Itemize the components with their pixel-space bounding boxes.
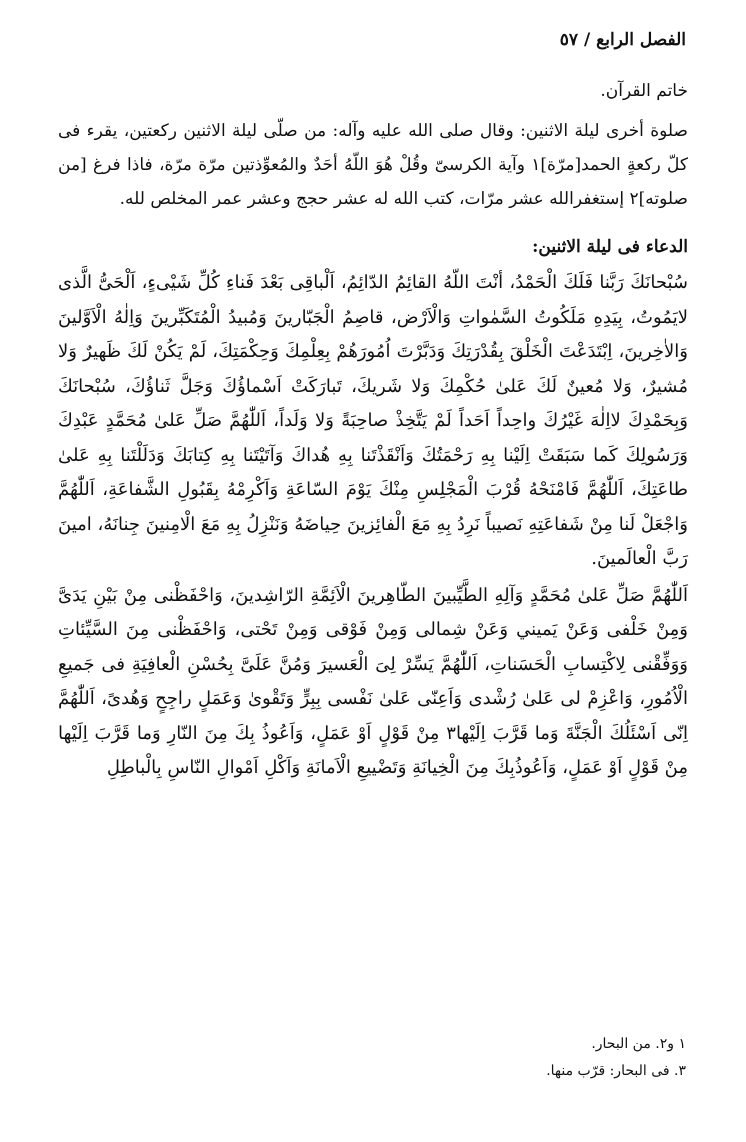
dua-heading: الدعاء فى ليلة الاثنين: xyxy=(532,237,688,257)
paragraph-quran-ending: خاتم القرآن. xyxy=(600,81,688,101)
footnote-1-2: ١ و٢. من البحار. xyxy=(591,1036,686,1052)
running-header xyxy=(560,30,686,50)
page-number: ٥٧ xyxy=(559,30,578,50)
header-separator: / xyxy=(583,30,591,50)
footnotes xyxy=(66,1031,686,1085)
dua-paragraph-1: سُبْحانَكَ رَبَّنا فَلَكَ الْحَمْدُ، أنْتَ اللّهُ القائِمُ الدّائِمُ، اَلْباقِى بَعْدَ فَناءِ كُلِّ شَيْىءٍ، اَلْحَىُّ الَّذى لايَمُوتُ، بِيَدِهِ مَلَكُوتُ السَّمٰواتِ وَالْاَرْض، قاصِمُ الْجَبّارينَ وَمُبيدُ الْمُتَكَبِّرينَ وَاِلٰهُ الْاَوَّلينَ وَالاٰخِرينَ، اِبْتَدَعْتَ الْخَلْقَ بِقُدْرَتِكَ وَدَبَّرْتَ اُمُورَهُمْ بِعِلْمِكَ وَحِكْمَتِكَ، لَمْ يَكُنْ لَكَ ظَهيرٌ وَلا مُشيرٌ، وَلا مُعينٌ لَكَ عَلىٰ حُكْمِكَ وَلا شَريكَ، تَبارَكَتْ اَسْماؤُكَ وَجَلَّ ثَناؤُكَ، سُبْحانَكَ وَبِحَمْدِكَ لااِلٰهَ غَيْرُكَ واحِداً اَحَداً لَمْ يَتَّخِذْ صاحِبَةً وَلا وَلَداً، اَللّٰهُمَّ صَلِّ عَلىٰ مُحَمَّدٍ عَبْدِكَ وَرَسُولِكَ كَما سَبَقَتْ اِلَيْنا بِهِ رَحْمَتُكَ وَاَنْقَذْتَنا بِهِ هُداكَ وَآتَيْتَنا بِهِ كِتابَكَ وَدَلَلْتَنا بِهِ عَلىٰ طاعَتِكَ، اَللّٰهُمَّ فَامْنَحْهُ قُرْبَ الْمَجْلِسِ مِنْكَ يَوْمَ السّاعَةِ وَاَكْرِمْهُ بِقَبُولِ الشَّفاعَةِ، اَللّٰهُمَّ وَاجْعَلْ لَنا مِنْ شَفاعَتِهِ نَصيباً نَرِدُ بِهِ مَعَ الْفائِزينَ حِياضَهُ وَنَنْزِلُ بِهِ مَعَ الْامِنينَ جِنانَهُ، امينَ رَبَّ الْعالَمينَ. xyxy=(58,272,688,569)
chapter-title: الفصل الرابع xyxy=(596,30,686,50)
paragraph-prayer-description: صلوة أخرى ليلة الاثنين: وقال صلى الله عليه وآله: من صلّى ليلة الاثنين ركعتين، يقرء فى كلّ ركعةٍ الحمد[مرّة]١ وآية الكرسىّ وقُلْ هُوَ اللّهُ أحَدٌ والمُعوِّذتين مرّة مرّة، فاذا فرغ [من صلوته]٢ إستغفرالله عشر مرّات، كتب الله له عشر حجج وعشر عمر المخلص لله. xyxy=(58,121,688,209)
main-text xyxy=(58,74,688,786)
dua-paragraph-2: اَللّٰهُمَّ صَلِّ عَلىٰ مُحَمَّدٍ وَآلِهِ الطَّيِّبينَ الطّاهِرينَ الْاَئِمَّةِ الرّاشِدينَ، وَاحْفَظْنى مِنْ بَيْنِ يَدَىَّ وَمِنْ خَلْفى وَعَنْ يَميني وَعَنْ شِمالى وَمِنْ فَوْقى وَمِنْ تَحْتى، وَاحْفَظْنى مِنَ السَّيِّئاتِ وَوَفِّقْنى لِاكْتِسابِ الْحَسَناتِ، اَللّٰهُمَّ يَسِّرْ لِىَ الْعَسيرَ وَمُنَّ عَلَىَّ بِحُسْنِ الْعافِيَةِ فى جَميعِ الْاُمُورِ، وَاعْزِمْ لى عَلىٰ رُشْدى وَاَعِنّى عَلىٰ نَفْسى بِبِرٍّ وَتَقْوىٰ وَعَمَلٍ راجِحٍ وَهُدىً، اَللّٰهُمَّ اِنّى اَسْئَلُكَ الْجَنَّةَ وَما قَرَّبَ اِلَيْها٣ مِنْ قَوْلٍ اَوْ عَمَلٍ، وَاَعُوذُ بِكَ مِنَ النّارِ وَما قَرَّبَ اِلَيْها مِنْ قَوْلٍ اَوْ عَمَلٍ، وَاَعُوذُبِكَ مِنَ الْخِيانَةِ وَتَضْييعِ الْاَمانَةِ وَاَكْلِ اَمْوالِ النّاسِ بِالْباطِلِ xyxy=(58,584,688,778)
footnote-3: ٣. فى البحار: قرّب منها. xyxy=(546,1063,686,1079)
